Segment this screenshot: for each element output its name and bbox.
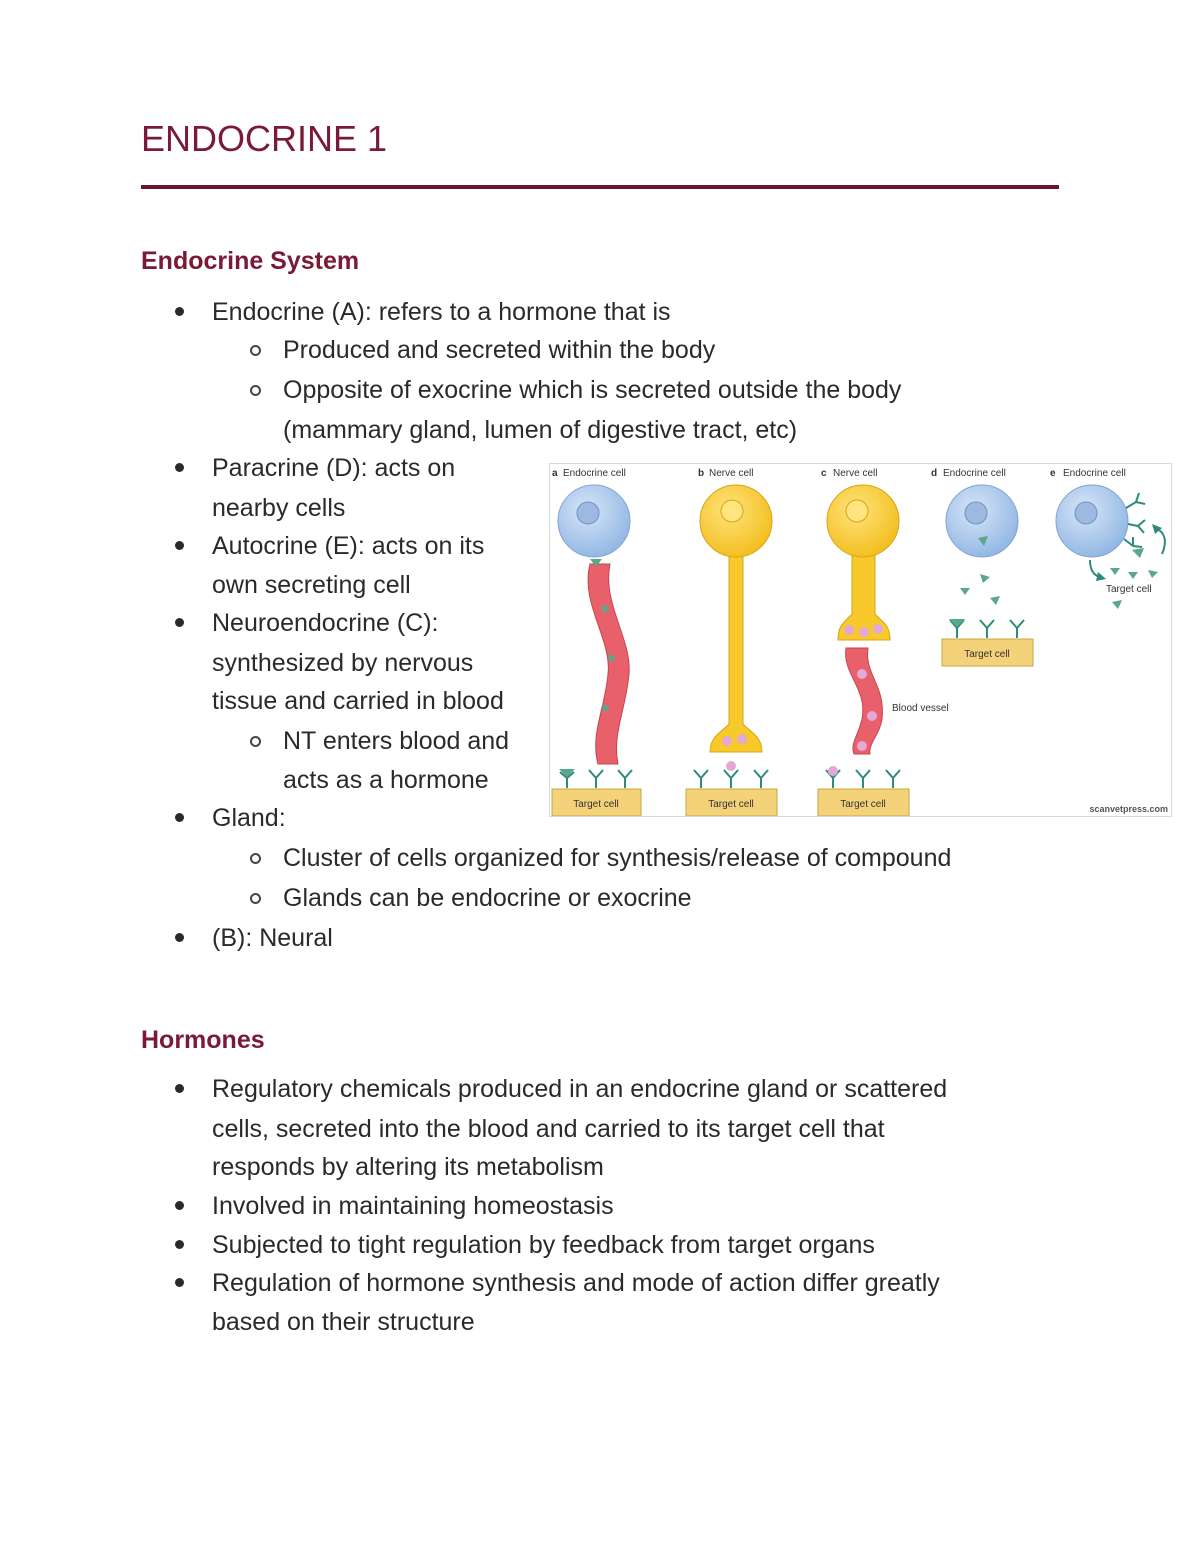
hormone-bound <box>1132 548 1144 558</box>
list-item: responds by altering its metabolism <box>212 1153 604 1181</box>
panel-letter: a <box>552 468 558 479</box>
nucleus <box>965 502 987 524</box>
bullet <box>175 618 184 627</box>
cell-signaling-figure <box>549 463 1172 817</box>
list-item: NT enters blood and <box>283 727 510 755</box>
list-item: Paracrine (D): acts on <box>212 454 456 482</box>
sub-bullet <box>250 385 261 396</box>
hormone <box>1128 572 1138 579</box>
bullet <box>175 813 184 822</box>
list-item: based on their structure <box>212 1308 475 1336</box>
bullet <box>175 463 184 472</box>
panel-b-neural <box>686 485 777 816</box>
panel-label-d <box>931 468 1006 479</box>
sub-bullet <box>250 853 261 864</box>
list-item: Autocrine (E): acts on its <box>212 532 485 560</box>
list-item: acts as a hormone <box>283 766 489 794</box>
sub-bullet <box>250 736 261 747</box>
target-cell-label: Target cell <box>708 799 754 810</box>
bullet <box>175 307 184 316</box>
list-item: (B): Neural <box>212 924 333 952</box>
panel-label: Endocrine cell <box>563 468 626 479</box>
panel-label-e <box>1050 468 1126 479</box>
hormone <box>980 574 990 583</box>
panel-label: Endocrine cell <box>943 468 1006 479</box>
panel-label: Endocrine cell <box>1063 468 1126 479</box>
axon <box>710 544 762 752</box>
target-cell-label: Target cell <box>840 799 886 810</box>
list-item: Endocrine (A): refers to a hormone that is <box>212 298 671 326</box>
panel-e-autocrine <box>1056 485 1165 609</box>
hormone <box>1148 570 1158 578</box>
list-item: Produced and secreted within the body <box>283 336 716 364</box>
panel-label-a <box>552 468 626 479</box>
neurotransmitter <box>722 736 732 746</box>
nucleus <box>846 500 868 522</box>
list-item: synthesized by nervous <box>212 649 474 677</box>
figure-credit: scanvetpress.com <box>1089 804 1168 814</box>
neurotransmitter <box>859 627 869 637</box>
receptors <box>694 770 768 788</box>
panel-letter: c <box>821 468 827 479</box>
neurotransmitter <box>873 624 883 634</box>
target-cell-label: Target cell <box>1106 584 1152 595</box>
list-item: Gland: <box>212 804 286 832</box>
panel-a-endocrine <box>552 485 641 816</box>
list-item: Subjected to tight regulation by feedback from target organs <box>212 1231 875 1259</box>
list-item: Glands can be endocrine or exocrine <box>283 884 692 912</box>
list-item: Regulation of hormone synthesis and mode of action differ greatly <box>212 1269 940 1297</box>
page-title: ENDOCRINE 1 <box>141 118 388 159</box>
panel-letter: d <box>931 468 938 479</box>
target-cell-label: Target cell <box>964 649 1010 660</box>
list-item: own secreting cell <box>212 571 411 599</box>
panel-d-paracrine <box>942 485 1033 666</box>
panel-label: Nerve cell <box>833 468 878 479</box>
list-item: Opposite of exocrine which is secreted outside the body <box>283 376 902 404</box>
blood-vessel-label: Blood vessel <box>892 703 949 714</box>
bullet <box>175 1240 184 1249</box>
sub-bullet <box>250 345 261 356</box>
list-item: tissue and carried in blood <box>212 687 504 715</box>
list-item: cells, secreted into the blood and carried to its target cell that <box>212 1115 885 1143</box>
hormone <box>960 588 970 595</box>
hormone <box>1112 600 1122 609</box>
list-item: (mammary gland, lumen of digestive tract, etc) <box>283 416 798 444</box>
section-heading-endocrine-system: Endocrine System <box>141 247 360 275</box>
panel-letter: e <box>1050 468 1056 479</box>
panel-label-b <box>698 468 753 479</box>
list-item: Neuroendocrine (C): <box>212 609 439 637</box>
sub-bullet <box>250 893 261 904</box>
bullet <box>175 541 184 550</box>
neurotransmitter <box>857 741 867 751</box>
arrowhead <box>1096 572 1106 581</box>
bullet <box>175 1201 184 1210</box>
target-cell-label: Target cell <box>573 799 619 810</box>
blood-vessel <box>588 564 629 764</box>
nucleus <box>721 500 743 522</box>
nucleus <box>1075 502 1097 524</box>
nerve-cell <box>827 485 899 557</box>
neurotransmitter-bound <box>828 766 838 776</box>
list-item: Cluster of cells organized for synthesis/release of compound <box>283 844 952 872</box>
nucleus <box>577 502 599 524</box>
list-item: Involved in maintaining homeostasis <box>212 1192 614 1220</box>
section-heading-hormones: Hormones <box>141 1026 265 1054</box>
blood-vessel <box>846 648 883 754</box>
neurotransmitter <box>857 669 867 679</box>
neurotransmitter <box>726 761 736 771</box>
panel-c-neuroendocrine <box>818 485 949 816</box>
hormone <box>1110 568 1120 575</box>
list-item: nearby cells <box>212 494 346 522</box>
neurotransmitter <box>867 711 877 721</box>
title-divider <box>141 185 1059 189</box>
axon <box>838 544 890 640</box>
list-item: Regulatory chemicals produced in an endocrine gland or scattered <box>212 1075 948 1103</box>
panel-letter: b <box>698 468 705 479</box>
neurotransmitter <box>844 625 854 635</box>
bullet <box>175 1084 184 1093</box>
panel-label: Nerve cell <box>709 468 754 479</box>
panel-label-c <box>821 468 877 479</box>
bullet <box>175 1278 184 1287</box>
neurotransmitter <box>737 734 747 744</box>
bullet <box>175 933 184 942</box>
hormone <box>990 596 1000 605</box>
